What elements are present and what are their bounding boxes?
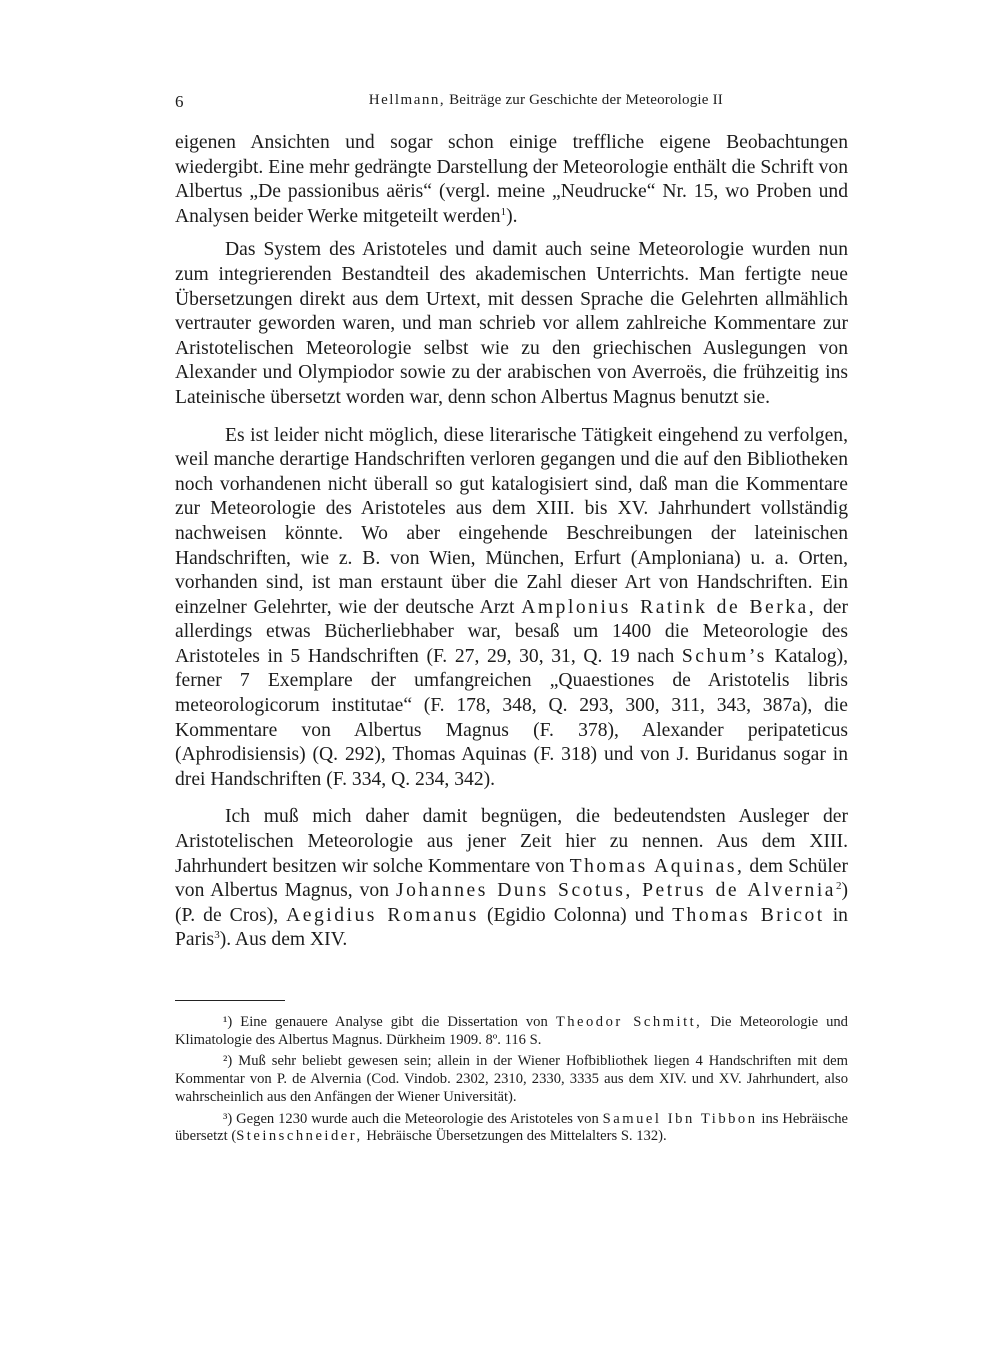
footnote-ref: 3 — [214, 929, 220, 942]
footnote-marker: ²) — [223, 1053, 233, 1070]
spaced-name: Thomas Bricot — [672, 904, 825, 926]
footnote-text: Hebräische Übersetzungen des Mittelalters S. 132). — [366, 1128, 667, 1145]
paragraph-3 — [175, 424, 848, 793]
spaced-name: Aegidius Romanus — [286, 904, 479, 926]
spaced-name: Thomas Aquinas, — [569, 855, 745, 877]
paragraph-text: ). Aus dem XIV. — [219, 929, 348, 951]
header-author: Hellmann, — [368, 92, 446, 108]
paragraph-text: Es ist leider nicht möglich, diese literarische Tätigkeit eingehend zu verfolgen, weil manche derartige Handschriften verloren gegangen und die auf den Bibliotheken noch vorhandenen nicht überall so gut katalogisiert sind, daß man die Kommentare zur Meteorologie des Aristoteles aus dem XIII. bis XV. Jahrhundert vollständig nachweisen könnte. Wo aber eingehende Beschreibungen der lateinischen Handschriften, wie z. B. von Wien, München, Erfurt (Amploniana) u. a. Orten, vorhanden sind, ist man erstaunt über die Zahl dieser Art von Handschriften. Ein einzelner Gelehrter, wie der deutsche Arzt — [175, 424, 848, 618]
paragraph-text: ). — [506, 205, 518, 227]
footnotes — [175, 1014, 848, 1150]
paragraph-text: Das System des Aristoteles und damit auch seine Meteorologie wurden nun zum integrierenden Bestandteil des akademischen Unterrichts. Man fertigte neue Übersetzungen direkt aus dem Urtext, mit dessen Sprache die Gelehrten allmählich vertrauter geworden waren, und man schrieb vor allem zahlreiche Kommentare zur Aristotelischen Meteorologie selbst wie zu den griechischen Auslegungen von Alexander und Olympiodor sowie zu der arabischen von Averroës, die frühzeitig ins Lateinische übersetzt worden war, denn schon Albertus Magnus benutzt sie. — [175, 239, 848, 408]
spaced-name: Steinschneider, — [236, 1128, 363, 1145]
footnote-text: Eine genauere Analyse gibt die Dissertation von — [240, 1014, 548, 1030]
paragraph-text: Ich muß mich daher damit begnügen, die bedeutendsten Ausleger der Aristotelischen Meteorologie aus jener Zeit hier zu nennen. Aus dem XIII. Jahrhundert besitzen wir solche Kommentare von — [175, 806, 848, 877]
running-title — [369, 92, 723, 109]
paragraph-text: eigenen Ansichten und sogar schon einige treffliche eigene Beobachtungen wiedergibt. Eine mehr gedrängte Darstellung der Meteorologie enthält die Schrift von Albertus „De passionibus aëris“ (vergl. meine „Neudrucke“ Nr. 15, wo Proben und Analysen beider Werke mitgeteilt werden — [175, 132, 848, 227]
paragraph-text: ) (P. de Cros), — [175, 880, 849, 926]
footnote-2 — [175, 1053, 848, 1106]
spaced-name: Amplonius Ratink de Berka, — [521, 596, 817, 618]
paragraph-text: Katalog), ferner 7 Exemplare der umfangreichen „Quaestiones de Aristotelis libris meteorologicorum institutae“ (F. 178, 348, Q. 293, 300, 311, 343, 387a), die Kommentare von Albertus Magnus (F. 378), Alexander peripateticus (Aphrodisiensis) (Q. 292), Thomas Aquinas (F. 318) und von J. Buridanus sogar in drei Handschriften (F. 334, Q. 234, 342). — [175, 645, 848, 790]
footnote-ref: 1 — [500, 205, 507, 218]
footnote-text: ins Hebräische übersetzt ( — [175, 1110, 848, 1145]
footnote-text: Muß sehr beliebt gewesen sein; allein in der Wiener Hofbibliothek liegen 4 Handschriften mit dem Kommentar von P. de Alvernia (Cod. Vindob. 2302, 2310, 2330, 3335 aus dem XIV. und XV. Jahrhundert, also wahrscheinlich aus den Anfängen der Wiener Universität). — [175, 1053, 848, 1105]
paragraph-text: (Egidio Colonna) und — [486, 904, 665, 926]
paragraph-1 — [175, 131, 848, 229]
footnote-marker: ³) — [223, 1110, 233, 1127]
footnote-separator — [175, 1000, 285, 1001]
footnote-3 — [175, 1111, 848, 1146]
page-number: 6 — [175, 92, 184, 111]
running-header — [175, 92, 723, 116]
header-title: Beiträge zur Geschichte der Meteorologie II — [449, 92, 723, 108]
paragraph-text: dem Schüler von Albertus Magnus, von — [175, 855, 848, 902]
paragraph-text: in Paris — [175, 904, 848, 951]
paragraph-text: der allerdings etwas Bücherliebhaber war, besaß um 1400 die Meteorologie des Aristoteles in 5 Handschriften (F. 27, 29, 30, 31, Q. 19 nach — [175, 596, 848, 667]
paragraph-2 — [175, 238, 848, 410]
footnote-1 — [175, 1014, 848, 1049]
spaced-name: Johannes Duns Scotus, Petrus de Alvernia — [395, 880, 836, 902]
footnote-marker: ¹) — [223, 1014, 233, 1030]
footnote-ref: 2 — [835, 880, 842, 893]
spaced-name: Samuel Ibn Tibbon — [602, 1110, 758, 1127]
main-text — [175, 131, 848, 953]
spaced-name: Schum’s — [681, 645, 767, 667]
spaced-name: Theodor Schmitt, — [555, 1014, 703, 1030]
footnote-text: Die Meteorologie und Klimatologie des Albertus Magnus. Dürkheim 1909. 8º. 116 S. — [175, 1014, 848, 1048]
paragraph-4 — [175, 805, 848, 953]
footnote-text: Gegen 1230 wurde auch die Meteorologie des Aristoteles von — [236, 1110, 599, 1127]
